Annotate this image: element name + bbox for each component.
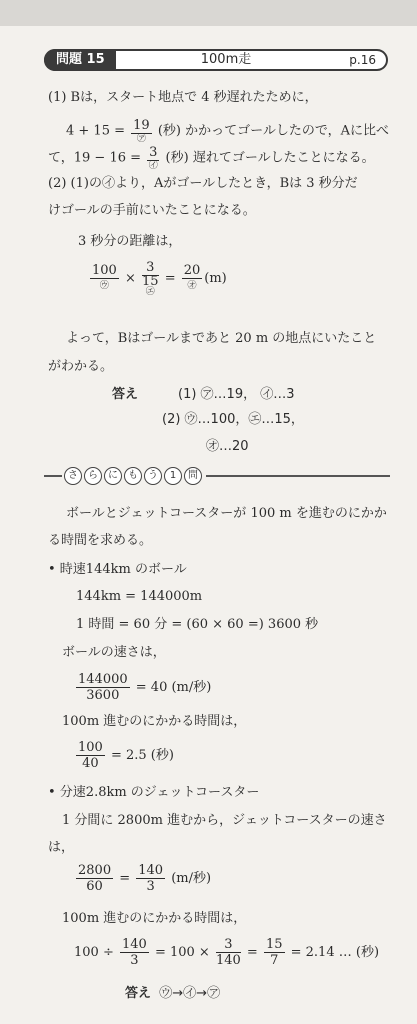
answer2: 答え ㋒→㋑→㋐ [125,986,221,1001]
sol2-line5: がわかる。 [48,359,114,374]
answer1-label: 答え [112,387,139,402]
frac-3: $\frac{3}{㋑}$ [148,145,158,171]
answer1-line3: ㋔…20 [206,439,249,454]
ball-heading: • 時速144km のボール [48,562,187,577]
answer1-line1: (1) ㋐…19， ㋑…3 [178,387,295,402]
coaster-time-formula: 100 ÷ $\frac{140}{3}$ = 100 × $\frac{3}{140}$ = $\frac{15}{7}$ = 2.14 … (秒) [74,937,380,968]
sol2-line2: けゴールの手前にいたことになる。 [48,203,256,218]
problem-number: 問題 15 [44,49,116,71]
ball-line2: 1 時間 = 60 分 = (60 × 60 =) 3600 秒 [76,617,319,632]
extra-q-line2: る時間を求める。 [48,533,153,548]
problem-title: 100m走 [200,52,252,67]
answer1-line2: (2) ㋒…100，㋓…15， [162,412,304,427]
frac-19: $\frac{19}{㋐}$ [133,118,150,144]
top-bar [0,0,417,26]
coaster-line3: 100m 進むのにかかる時間は， [62,911,247,926]
sol1-line2: 4 + 15 = $\frac{19}{㋐}$ (秒) かかってゴールしたので，Aに比べ [66,118,389,144]
sol2-line4: よって，Bはゴールまであと 20 m の地点にいたこと [66,331,377,346]
ball-line4: 100m 進むのにかかる時間は， [62,714,247,729]
sol2-line1: (2) (1)の㋑より，Aがゴールしたとき，Bは 3 秒分だ [48,176,358,191]
sol1-line1: (1) Bは，スタート地点で 4 秒遅れたために， [48,90,318,105]
ball-time-formula: $\frac{100}{40}$ = 2.5 (秒) [78,740,174,771]
sol2-line3: 3 秒分の距離は， [78,234,182,249]
ball-line3: ボールの速さは， [62,645,166,660]
ball-speed-formula: $\frac{144000}{3600}$ = 40 (m/秒) [78,672,212,703]
coaster-heading: • 分速2.8km のジェットコースター [48,785,260,800]
extra-q-line1: ボールとジェットコースターが 100 m を進むのにかか [66,506,387,521]
ball-line1: 144km = 144000m [76,589,203,604]
coaster-line1: 1 分間に 2800m 進むから，ジェットコースターの速さ [62,813,387,828]
coaster-speed-formula: $\frac{2800}{60}$ = $\frac{140}{3}$ (m/秒) [78,863,212,894]
page-ref: p.16 [349,53,376,67]
coaster-line2: は， [48,840,75,855]
extra-question-separator: さ ら に も う 1 問 [44,466,390,486]
distance-formula: $\frac{100}{㋒}$ × 3 15 ㋓ = $\frac{20}{㋔}$ (m) [92,260,227,297]
sol1-line3: て，19 − 16 = $\frac{3}{㋑}$ (秒) 遅れてゴールしたことになる。 [48,145,375,171]
problem-header [44,49,388,71]
